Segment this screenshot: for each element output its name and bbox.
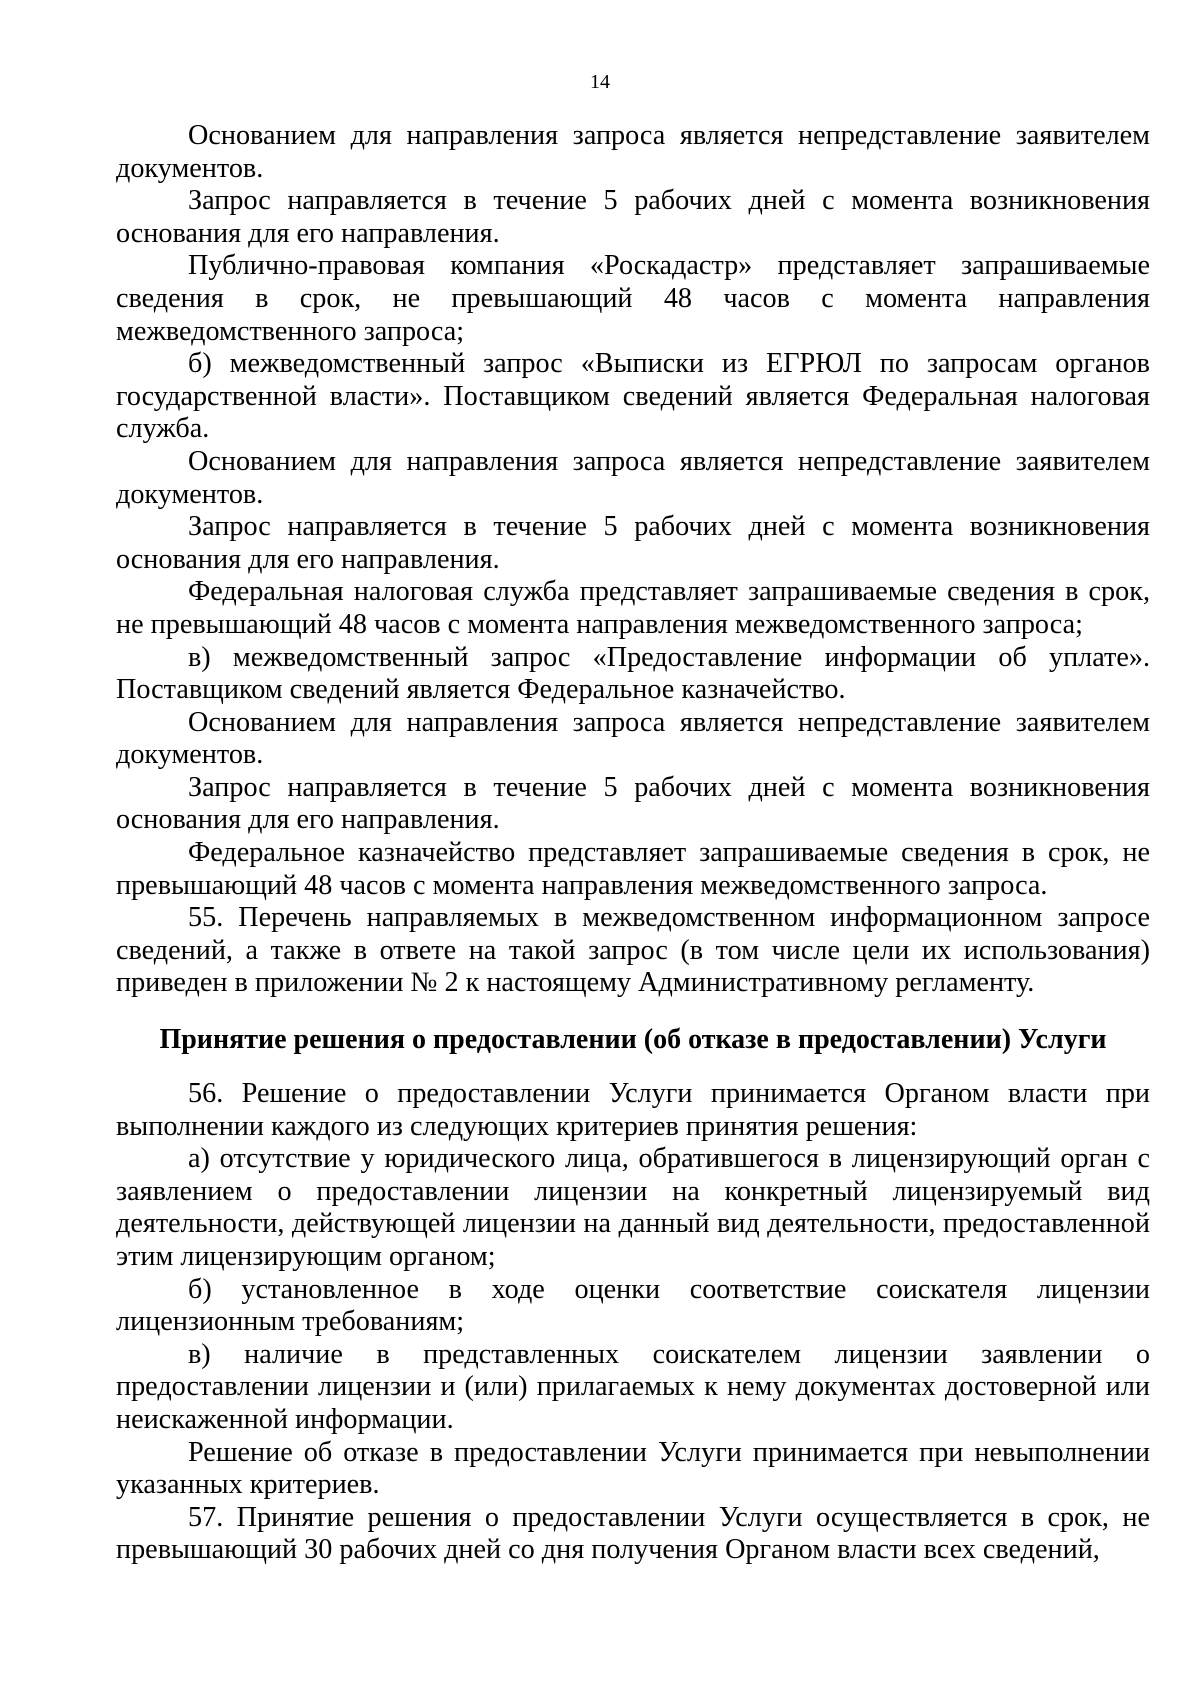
paragraph: Федеральное казначейство представляет запрашиваемые сведения в срок, не превышающий 48 часов с момента направления межведомственного запроса. bbox=[116, 837, 1150, 901]
paragraph: Основанием для направления запроса является непредставление заявителем документов. bbox=[116, 445, 1150, 510]
paragraph: Запрос направляется в течение 5 рабочих дней с момента возникновения основания для его направления. bbox=[116, 771, 1150, 836]
paragraph: б) межведомственный запрос «Выписки из ЕГРЮЛ по запросам органов государственной власти». Поставщиком сведений является Федеральная налоговая служба. bbox=[116, 348, 1150, 445]
paragraph: в) межведомственный запрос «Предоставление информации об уплате». Поставщиком сведений является Федеральное казначейство. bbox=[116, 641, 1150, 706]
document-body bbox=[116, 120, 1150, 1567]
section-heading: Принятие решения о предоставлении (об отказе в предоставлении) Услуги bbox=[159, 1024, 1107, 1056]
paragraph: 56. Решение о предоставлении Услуги принимается Органом власти при выполнении каждого из следующих критериев принятия решения: bbox=[116, 1078, 1150, 1142]
paragraph: 55. Перечень направляемых в межведомственном информационном запросе сведений, а также в ответе на такой запрос (в том числе цели их использования) приведен в приложении № 2 к настоящему Административному регламенту. bbox=[116, 902, 1150, 999]
paragraph: Публично-правовая компания «Роскадастр» представляет запрашиваемые сведения в срок, не превышающий 48 часов с момента направления межведомственного запроса; bbox=[116, 250, 1150, 347]
paragraph: Решение об отказе в предоставлении Услуги принимается при невыполнении указанных критериев. bbox=[116, 1436, 1150, 1501]
paragraph: в) наличие в представленных соискателем лицензии заявлении о предоставлении лицензии и (или) прилагаемых к нему документах достоверной или неискаженной информации. bbox=[116, 1338, 1150, 1435]
paragraph: Основанием для направления запроса является непредставление заявителем документов. bbox=[116, 706, 1150, 771]
paragraph: Федеральная налоговая служба представляет запрашиваемые сведения в срок, не превышающий 48 часов с момента направления межведомственного запроса; bbox=[116, 576, 1150, 640]
paragraph: б) установленное в ходе оценки соответствие соискателя лицензии лицензионным требованиям; bbox=[116, 1273, 1150, 1338]
paragraph: Запрос направляется в течение 5 рабочих дней с момента возникновения основания для его направления. bbox=[116, 185, 1150, 249]
paragraph: Основанием для направления запроса является непредставление заявителем документов. bbox=[116, 120, 1150, 184]
page-number: 14 bbox=[590, 71, 610, 93]
paragraph: а) отсутствие у юридического лица, обратившегося в лицензирующий орган с заявлением о предоставлении лицензии на конкретный лицензируемый вид деятельности, действующей лицензии на данный вид деятельности, предоставленной этим лицензирующим органом; bbox=[116, 1143, 1150, 1272]
paragraph: 57. Принятие решения о предоставлении Услуги осуществляется в срок, не превышающий 30 рабочих дней со дня получения Органом власти всех сведений, bbox=[116, 1501, 1150, 1566]
paragraph: Запрос направляется в течение 5 рабочих дней с момента возникновения основания для его направления. bbox=[116, 511, 1150, 575]
